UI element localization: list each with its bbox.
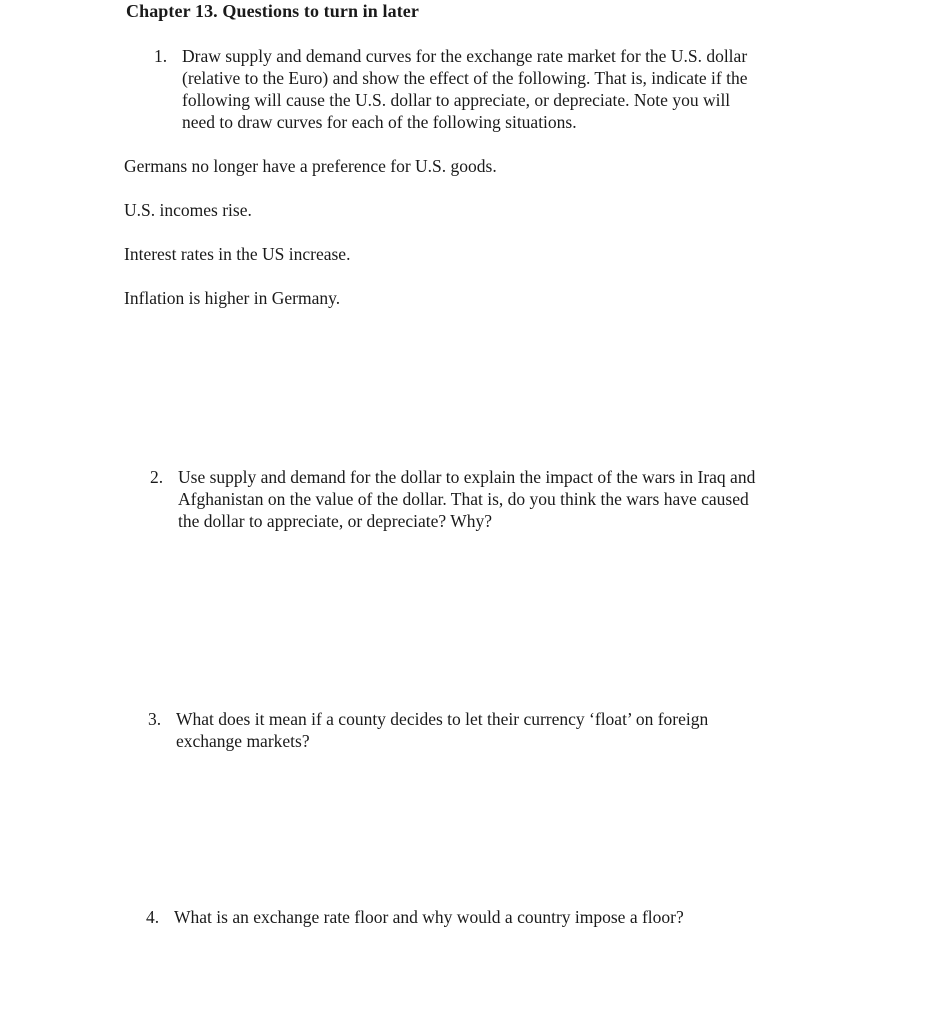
- question-3-text: [176, 708, 838, 752]
- question-1-number: 1.: [154, 46, 168, 66]
- question-3: [148, 708, 838, 752]
- question-3-number: 3.: [148, 709, 162, 729]
- question-1-line-1: Draw supply and demand curves for the exchange rate market for the U.S. dollar: [182, 46, 748, 66]
- situation-us-interest-rates: Interest rates in the US increase.: [124, 244, 351, 264]
- situation-us-incomes: U.S. incomes rise.: [124, 200, 252, 220]
- question-2-line-3: the dollar to appreciate, or depreciate? Why?: [178, 511, 493, 531]
- situation-german-preference: Germans no longer have a preference for U.S. goods.: [124, 156, 497, 176]
- chapter-title: Chapter 13. Questions to turn in later: [126, 1, 419, 21]
- question-2-line-1: Use supply and demand for the dollar to explain the impact of the wars in Iraq and: [178, 467, 756, 487]
- question-4: [146, 906, 836, 928]
- question-4-number: 4.: [146, 907, 160, 927]
- question-2: [150, 466, 840, 532]
- question-1-line-4: need to draw curves for each of the following situations.: [182, 112, 577, 132]
- question-2-text: [178, 466, 840, 532]
- question-4-text: [174, 906, 836, 928]
- question-1-text: [182, 45, 834, 133]
- question-3-line-2: exchange markets?: [176, 731, 310, 751]
- situation-german-inflation: Inflation is higher in Germany.: [124, 288, 341, 308]
- question-2-line-2: Afghanistan on the value of the dollar. That is, do you think the wars have caused: [178, 489, 749, 509]
- question-2-number: 2.: [150, 467, 164, 487]
- question-4-line-1: What is an exchange rate floor and why would a country impose a floor?: [174, 907, 684, 927]
- question-1-line-2: (relative to the Euro) and show the effect of the following. That is, indicate if the: [182, 68, 748, 88]
- question-1: [154, 45, 834, 133]
- question-3-line-1: What does it mean if a county decides to let their currency ‘float’ on foreign: [176, 709, 709, 729]
- question-1-line-3: following will cause the U.S. dollar to appreciate, or depreciate. Note you will: [182, 90, 731, 110]
